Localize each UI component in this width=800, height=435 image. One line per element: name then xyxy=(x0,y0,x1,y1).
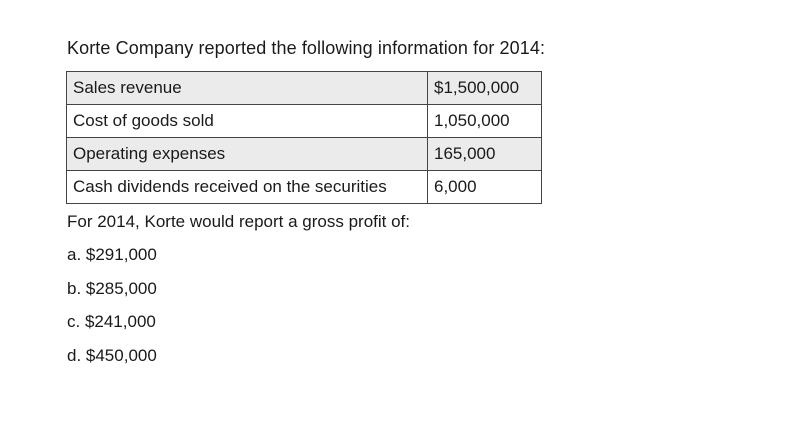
row-label: Operating expenses xyxy=(67,138,428,171)
table-row xyxy=(67,72,542,105)
row-value: 6,000 xyxy=(428,171,542,204)
question-text: For 2014, Korte would report a gross profit of: xyxy=(67,212,411,231)
answer-option-c[interactable]: c. $241,000 xyxy=(67,312,156,331)
table-row xyxy=(67,171,542,204)
row-label: Cost of goods sold xyxy=(67,105,428,138)
table-row xyxy=(67,105,542,138)
row-label: Cash dividends received on the securities xyxy=(67,171,428,204)
answer-option-a[interactable]: a. $291,000 xyxy=(67,245,157,264)
intro-text: Korte Company reported the following information for 2014: xyxy=(67,38,546,58)
table-row xyxy=(67,138,542,171)
row-value: 1,050,000 xyxy=(428,105,542,138)
row-value: $1,500,000 xyxy=(428,72,542,105)
row-value: 165,000 xyxy=(428,138,542,171)
answer-options xyxy=(67,244,157,378)
row-label: Sales revenue xyxy=(67,72,428,105)
financial-info-table xyxy=(66,71,542,204)
answer-option-b[interactable]: b. $285,000 xyxy=(67,278,157,298)
answer-option-d[interactable]: d. $450,000 xyxy=(67,345,157,365)
